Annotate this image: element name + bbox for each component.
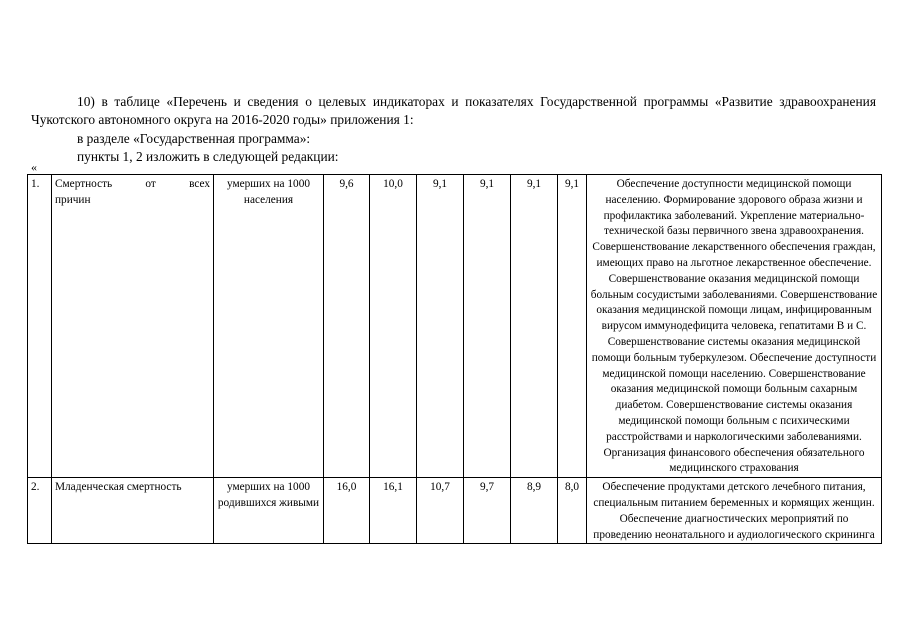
value-cell: 9,1 xyxy=(511,175,558,478)
value-cell: 9,1 xyxy=(558,175,587,478)
indicator-name-word: Смертность xyxy=(55,178,113,190)
indicator-name-word: от xyxy=(145,178,156,190)
intro-paragraph-3: пункты 1, 2 изложить в следующей редакции: xyxy=(77,148,339,164)
measures-description: Обеспечение продуктами детского лечебного питания, специальным питанием беременных и кормящих женщин. Обеспечение диагностических мероприятий по проведению неонатального и аудиологического скрининга xyxy=(587,478,882,544)
indicator-name-line: причин xyxy=(55,193,91,206)
table-row xyxy=(28,175,882,478)
value-cell: 9,1 xyxy=(417,175,464,478)
intro-paragraph-1: 10) в таблице «Перечень и сведения о целевых индикаторах и показателях Государственной программы «Развитие здравоохранения Чукотского автономного округа на 2016-2020 годы» приложения 1: xyxy=(31,94,876,128)
indicator-name xyxy=(52,175,214,478)
intro-paragraph-2: в разделе «Государственная программа»: xyxy=(77,130,311,146)
indicator-name-word: всех xyxy=(189,178,210,190)
unit-cell: умерших на 1000 родившихся живыми xyxy=(214,478,324,544)
row-number: 1. xyxy=(28,175,52,478)
measures-description: Обеспечение доступности медицинской помощи населению. Формирование здорового образа жизни и профилактика заболеваний. Укрепление материально-технической базы первичного звена здравоохранения. Совершенствование лекарственного обеспечения граждан, имеющих право на льготное лекарственное обеспечение. Совершенствование оказания медицинской помощи больным сосудистыми заболеваниями. Совершенствование оказания медицинской помощи лицам, инфицированным вирусом иммунодефицита человека, гепатитами B и C. Совершенствование системы оказания медицинской помощи больным туберкулезом. Обеспечение доступности медицинской помощи населению. Совершенствование оказания медицинской помощи больным сахарным диабетом. Совершенствование системы оказания медицинской помощи больным с психическими расстройствами и наркологическими заболеваниями. Организация финансового обеспечения обязательного медицинского страхования xyxy=(587,175,882,478)
indicators-table xyxy=(27,174,882,544)
opening-quote: « xyxy=(31,160,37,174)
value-cell: 16,1 xyxy=(370,478,417,544)
value-cell: 9,7 xyxy=(464,478,511,544)
value-cell: 8,0 xyxy=(558,478,587,544)
value-cell: 9,6 xyxy=(324,175,370,478)
value-cell: 16,0 xyxy=(324,478,370,544)
table-row xyxy=(28,478,882,544)
row-number: 2. xyxy=(28,478,52,544)
value-cell: 9,1 xyxy=(464,175,511,478)
value-cell: 10,7 xyxy=(417,478,464,544)
unit-cell: умерших на 1000 населения xyxy=(214,175,324,478)
value-cell: 8,9 xyxy=(511,478,558,544)
indicator-name: Младенческая смертность xyxy=(52,478,214,544)
intro-text xyxy=(31,93,876,166)
value-cell: 10,0 xyxy=(370,175,417,478)
